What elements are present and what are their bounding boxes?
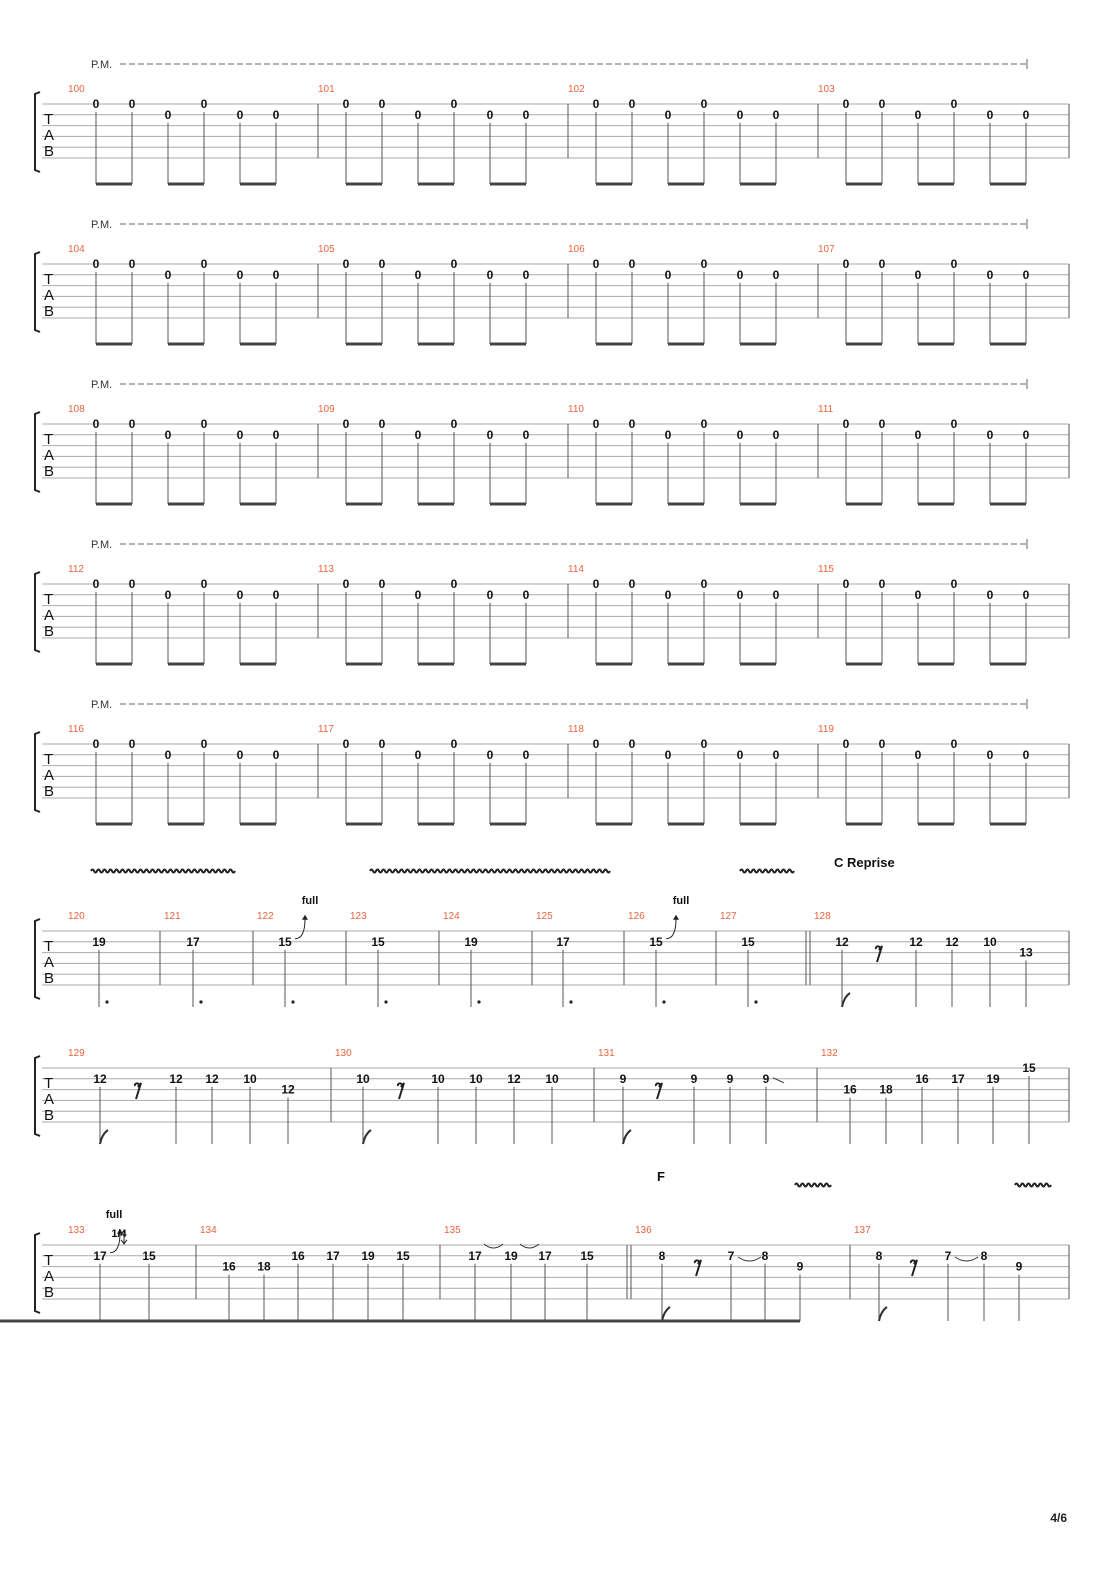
fret-number: 17 <box>951 1071 965 1086</box>
fret-number: 0 <box>92 97 100 111</box>
fret-number: 10 <box>545 1071 559 1086</box>
measure-number: 129 <box>68 1048 85 1059</box>
tie-arc <box>738 1257 761 1261</box>
vibrato-line <box>1015 1184 1051 1187</box>
fret-number: 0 <box>522 747 530 762</box>
page-number: 4/6 <box>1050 1511 1067 1525</box>
fret-number: 0 <box>736 267 744 282</box>
system-bracket <box>35 1056 40 1136</box>
fret-number: 0 <box>592 577 600 591</box>
tab-clef-letter: B <box>44 970 55 987</box>
fret-number: 0 <box>878 417 886 431</box>
measure-number: 115 <box>818 564 834 575</box>
fret-number: 0 <box>1022 587 1030 602</box>
fret-number: 0 <box>842 577 850 591</box>
eighth-rest <box>911 1260 917 1276</box>
fret-number: 8 <box>761 1248 769 1263</box>
fret-number: 0 <box>236 107 244 122</box>
measure-number: 113 <box>318 564 334 575</box>
rhythm-dot <box>754 1000 757 1003</box>
fret-number: 0 <box>92 737 100 751</box>
fret-number: 15 <box>1022 1061 1036 1075</box>
tab-system <box>35 59 1069 184</box>
fret-number: 17 <box>326 1248 340 1263</box>
eighth-rest <box>656 1083 662 1099</box>
fret-number: 0 <box>414 587 422 602</box>
system-bracket <box>35 919 40 999</box>
measure-number: 106 <box>568 244 585 255</box>
fret-number: 12 <box>909 934 923 949</box>
note-flag <box>662 1307 670 1321</box>
fret-number: 12 <box>205 1071 219 1086</box>
tab-system <box>0 1169 1069 1321</box>
fret-number: 0 <box>986 107 994 122</box>
fret-number: 0 <box>628 737 636 751</box>
note-flag <box>879 1307 887 1321</box>
measure-number: 127 <box>720 911 737 922</box>
tab-clef-letter: B <box>44 143 55 160</box>
fret-number: 0 <box>772 587 780 602</box>
palm-mute-label: P.M. <box>91 219 113 231</box>
fret-number: 18 <box>879 1082 893 1097</box>
fret-number: 18 <box>257 1259 271 1274</box>
tab-clef-letter: T <box>44 1252 54 1269</box>
measure-number: 132 <box>821 1048 838 1059</box>
tab-clef-letter: T <box>44 591 54 608</box>
fret-number: 9 <box>762 1071 770 1086</box>
fret-number: 0 <box>200 577 208 591</box>
fret-number: 0 <box>878 737 886 751</box>
fret-number: 0 <box>522 107 530 122</box>
fret-number: 9 <box>796 1259 804 1274</box>
system-bracket <box>35 252 40 332</box>
measure-number: 120 <box>68 911 85 922</box>
bend-label: full <box>105 1208 123 1221</box>
fret-number: 10 <box>469 1071 483 1086</box>
fret-number: 17 <box>468 1248 482 1263</box>
fret-number: 0 <box>772 747 780 762</box>
measure-number: 137 <box>854 1225 871 1236</box>
tab-clef-letter: A <box>44 607 55 624</box>
note-flag <box>842 993 850 1007</box>
eighth-rest <box>135 1083 141 1099</box>
fret-number: 16 <box>915 1071 929 1086</box>
fret-number: 16 <box>222 1259 236 1274</box>
measure-number: 125 <box>536 911 553 922</box>
fret-number: 0 <box>378 97 386 111</box>
section-marker: C Reprise <box>834 855 895 870</box>
fret-number: 0 <box>342 257 350 271</box>
palm-mute-label: P.M. <box>91 699 113 711</box>
fret-number: 0 <box>342 417 350 431</box>
eighth-rest <box>876 946 882 962</box>
fret-number: 0 <box>736 747 744 762</box>
fret-number: 10 <box>431 1071 445 1086</box>
fret-number: 0 <box>592 737 600 751</box>
fret-number: 15 <box>142 1248 156 1263</box>
fret-number: 0 <box>342 737 350 751</box>
fret-number: 0 <box>450 737 458 751</box>
fret-number: 0 <box>342 97 350 111</box>
measure-number: 104 <box>68 244 85 255</box>
tab-system <box>35 379 1069 504</box>
fret-number: 0 <box>414 267 422 282</box>
fret-number: 0 <box>378 737 386 751</box>
measure-number: 101 <box>318 84 335 95</box>
fret-number: 0 <box>628 577 636 591</box>
eighth-rest <box>695 1260 701 1276</box>
fret-number: 0 <box>842 737 850 751</box>
fret-number: 17 <box>538 1248 552 1263</box>
bend-curve <box>666 919 676 939</box>
vibrato-line <box>740 870 794 873</box>
measure-number: 108 <box>68 404 85 415</box>
fret-number: 0 <box>736 587 744 602</box>
tab-clef-letter: B <box>44 303 55 320</box>
fret-number: 15 <box>649 934 663 949</box>
fret-number: 0 <box>592 257 600 271</box>
fret-number: 0 <box>914 427 922 442</box>
fret-number: 0 <box>450 257 458 271</box>
fret-number: 15 <box>580 1248 594 1263</box>
fret-number: 0 <box>272 267 280 282</box>
measure-number: 105 <box>318 244 335 255</box>
fret-number: 0 <box>950 257 958 271</box>
fret-number: 12 <box>507 1071 521 1086</box>
fret-number: 0 <box>128 257 136 271</box>
fret-number: 0 <box>878 577 886 591</box>
fret-number: 19 <box>464 934 478 949</box>
fret-number: 0 <box>378 257 386 271</box>
fret-number: 15 <box>371 934 385 949</box>
fret-number: 0 <box>1022 747 1030 762</box>
fret-number: 12 <box>281 1082 295 1097</box>
tab-clef-letter: A <box>44 287 55 304</box>
tab-clef-letter: B <box>44 1284 55 1301</box>
fret-number: 0 <box>164 747 172 762</box>
measure-number: 123 <box>350 911 367 922</box>
measure-number: 128 <box>814 911 831 922</box>
measure-number: 116 <box>68 724 84 735</box>
fret-number: 0 <box>486 747 494 762</box>
rhythm-dot <box>199 1000 202 1003</box>
fret-number: 0 <box>664 587 672 602</box>
fret-number: 17 <box>93 1248 107 1263</box>
tab-clef-letter: A <box>44 127 55 144</box>
fret-number: 8 <box>658 1248 666 1263</box>
fret-number: 0 <box>664 747 672 762</box>
bend-arrow <box>302 915 308 920</box>
measure-number: 126 <box>628 911 645 922</box>
fret-number: 0 <box>272 107 280 122</box>
rhythm-dot <box>662 1000 665 1003</box>
fret-number: 0 <box>378 577 386 591</box>
fret-number: 0 <box>772 107 780 122</box>
measure-number: 121 <box>164 911 181 922</box>
fret-number: 0 <box>272 747 280 762</box>
fret-number: 7 <box>944 1248 952 1263</box>
fret-number: 0 <box>378 417 386 431</box>
fret-number: 0 <box>486 267 494 282</box>
fret-number: 0 <box>700 737 708 751</box>
fret-number: 0 <box>592 417 600 431</box>
fret-number: 0 <box>914 267 922 282</box>
fret-number: 0 <box>842 97 850 111</box>
fret-number: 0 <box>486 427 494 442</box>
fret-number: 0 <box>950 577 958 591</box>
vibrato-line <box>91 870 235 873</box>
rhythm-dot <box>384 1000 387 1003</box>
fret-number: 0 <box>236 267 244 282</box>
fret-number: 0 <box>92 257 100 271</box>
fret-number: 0 <box>236 587 244 602</box>
fret-number: 17 <box>186 934 200 949</box>
fret-number: 0 <box>450 577 458 591</box>
measure-number: 107 <box>818 244 835 255</box>
tab-clef-letter: B <box>44 623 55 640</box>
fret-number: 15 <box>278 934 292 949</box>
fret-number: 0 <box>628 257 636 271</box>
fret-number: 12 <box>835 934 849 949</box>
palm-mute-label: P.M. <box>91 379 113 391</box>
bend-arrow <box>673 915 679 920</box>
fret-number: 0 <box>164 587 172 602</box>
fret-number: 0 <box>664 267 672 282</box>
fret-number: 0 <box>200 257 208 271</box>
tab-system <box>35 539 1069 664</box>
bend-label: full <box>301 894 319 907</box>
tab-system <box>35 219 1069 344</box>
rhythm-dot <box>569 1000 572 1003</box>
tab-clef-letter: A <box>44 1091 55 1108</box>
fret-number: 13 <box>1019 945 1033 960</box>
fret-number: 0 <box>1022 427 1030 442</box>
fret-number: 12 <box>93 1071 107 1086</box>
fret-number: 19 <box>986 1071 1000 1086</box>
fret-number: 0 <box>700 417 708 431</box>
tab-system <box>35 1048 1069 1144</box>
fret-number: 0 <box>772 427 780 442</box>
bend-curve <box>295 919 305 939</box>
fret-number: 0 <box>950 97 958 111</box>
fret-number: 0 <box>700 577 708 591</box>
section-marker: F <box>657 1169 665 1184</box>
fret-number: 0 <box>914 747 922 762</box>
fret-number: 9 <box>726 1071 734 1086</box>
fret-number: 0 <box>736 107 744 122</box>
tab-clef-letter: T <box>44 111 54 128</box>
fret-number: 0 <box>128 577 136 591</box>
measure-number: 135 <box>444 1225 461 1236</box>
fret-number: 0 <box>914 107 922 122</box>
bend-label: full <box>672 894 690 907</box>
tab-system <box>35 699 1069 824</box>
tab-clef-letter: T <box>44 751 54 768</box>
fret-number: 8 <box>875 1248 883 1263</box>
fret-number: 0 <box>128 97 136 111</box>
measure-number: 102 <box>568 84 585 95</box>
fret-number: 0 <box>736 427 744 442</box>
fret-number: 0 <box>414 427 422 442</box>
fret-number: 0 <box>342 577 350 591</box>
system-bracket <box>35 412 40 492</box>
tie-arc <box>955 1257 978 1261</box>
fret-number: 0 <box>164 427 172 442</box>
tab-clef-letter: T <box>44 1075 54 1092</box>
note-flag <box>623 1130 631 1144</box>
tab-clef-letter: A <box>44 954 55 971</box>
fret-number: 7 <box>727 1248 735 1263</box>
fret-number: 0 <box>128 417 136 431</box>
measure-number: 130 <box>335 1048 352 1059</box>
measure-number: 133 <box>68 1225 85 1236</box>
tab-clef-letter: A <box>44 767 55 784</box>
fret-number: 0 <box>1022 107 1030 122</box>
fret-number: 0 <box>664 107 672 122</box>
measure-number: 109 <box>318 404 335 415</box>
tab-clef-letter: A <box>44 1268 55 1285</box>
fret-number: 0 <box>628 97 636 111</box>
bend-release-label: 1/4 <box>111 1227 127 1240</box>
fret-number: 0 <box>986 587 994 602</box>
measure-number: 124 <box>443 911 460 922</box>
measure-number: 110 <box>568 404 584 415</box>
measure-number: 111 <box>818 404 834 415</box>
measure-number: 119 <box>818 724 834 735</box>
fret-number: 0 <box>772 267 780 282</box>
fret-number: 0 <box>236 747 244 762</box>
fret-number: 0 <box>92 577 100 591</box>
fret-number: 0 <box>200 737 208 751</box>
fret-number: 0 <box>164 267 172 282</box>
fret-number: 15 <box>396 1248 410 1263</box>
measure-number: 100 <box>68 84 85 95</box>
vibrato-group <box>91 870 1051 1187</box>
fret-number: 0 <box>522 267 530 282</box>
fret-number: 10 <box>356 1071 370 1086</box>
fret-number: 9 <box>690 1071 698 1086</box>
fret-number: 0 <box>878 97 886 111</box>
fret-number: 19 <box>361 1248 375 1263</box>
fret-number: 19 <box>504 1248 518 1263</box>
fret-number: 0 <box>450 97 458 111</box>
system-bracket <box>35 1233 40 1313</box>
fret-number: 0 <box>128 737 136 751</box>
fret-number: 9 <box>619 1071 627 1086</box>
fret-number: 0 <box>486 587 494 602</box>
measure-number: 118 <box>568 724 584 735</box>
fret-number: 0 <box>664 427 672 442</box>
tab-clef-letter: A <box>44 447 55 464</box>
eighth-rest <box>398 1083 404 1099</box>
measure-number: 114 <box>568 564 584 575</box>
tab-clef-letter: T <box>44 271 54 288</box>
fret-number: 10 <box>243 1071 257 1086</box>
note-flag <box>100 1130 108 1144</box>
note-flag <box>363 1130 371 1144</box>
measure-number: 112 <box>68 564 84 575</box>
tab-clef-letter: B <box>44 1107 55 1124</box>
fret-number: 0 <box>486 107 494 122</box>
fret-number: 16 <box>291 1248 305 1263</box>
fret-number: 0 <box>92 417 100 431</box>
fret-number: 0 <box>950 737 958 751</box>
fret-number: 0 <box>200 417 208 431</box>
fret-number: 0 <box>592 97 600 111</box>
fret-number: 0 <box>878 257 886 271</box>
measure-number: 131 <box>598 1048 615 1059</box>
measure-number: 136 <box>635 1225 652 1236</box>
fret-number: 0 <box>414 107 422 122</box>
fret-number: 0 <box>628 417 636 431</box>
measure-number: 103 <box>818 84 835 95</box>
fret-number: 0 <box>986 427 994 442</box>
fret-number: 12 <box>169 1071 183 1086</box>
palm-mute-label: P.M. <box>91 539 113 551</box>
rhythm-dot <box>105 1000 108 1003</box>
fret-number: 0 <box>986 747 994 762</box>
fret-number: 0 <box>272 587 280 602</box>
fret-number: 0 <box>164 107 172 122</box>
fret-number: 12 <box>945 934 959 949</box>
rhythm-dot <box>477 1000 480 1003</box>
tab-clef-letter: B <box>44 463 55 480</box>
fret-number: 0 <box>522 427 530 442</box>
system-bracket <box>35 92 40 172</box>
fret-number: 0 <box>1022 267 1030 282</box>
fret-number: 0 <box>700 97 708 111</box>
fret-number: 0 <box>522 587 530 602</box>
measure-number: 117 <box>318 724 334 735</box>
vibrato-line <box>795 1184 831 1187</box>
fret-number: 0 <box>950 417 958 431</box>
measure-number: 122 <box>257 911 274 922</box>
fret-number: 10 <box>983 934 997 949</box>
tab-clef-letter: T <box>44 431 54 448</box>
fret-number: 16 <box>843 1082 857 1097</box>
measure-number: 134 <box>200 1225 217 1236</box>
fret-number: 0 <box>842 417 850 431</box>
fret-number: 0 <box>272 427 280 442</box>
fret-number: 0 <box>842 257 850 271</box>
fret-number: 0 <box>914 587 922 602</box>
fret-number: 0 <box>700 257 708 271</box>
system-bracket <box>35 732 40 812</box>
fret-number: 0 <box>450 417 458 431</box>
rhythm-dot <box>291 1000 294 1003</box>
system-bracket <box>35 572 40 652</box>
vibrato-line <box>370 870 610 873</box>
tab-clef-letter: T <box>44 938 54 955</box>
tab-system <box>35 855 1069 1007</box>
fret-number: 19 <box>92 934 106 949</box>
fret-number: 8 <box>980 1248 988 1263</box>
fret-number: 0 <box>236 427 244 442</box>
fret-number: 0 <box>414 747 422 762</box>
fret-number: 9 <box>1015 1259 1023 1274</box>
fret-number: 0 <box>986 267 994 282</box>
palm-mute-label: P.M. <box>91 59 113 71</box>
fret-number: 15 <box>741 934 755 949</box>
fret-number: 0 <box>200 97 208 111</box>
tab-clef-letter: B <box>44 783 55 800</box>
fret-number: 17 <box>556 934 570 949</box>
